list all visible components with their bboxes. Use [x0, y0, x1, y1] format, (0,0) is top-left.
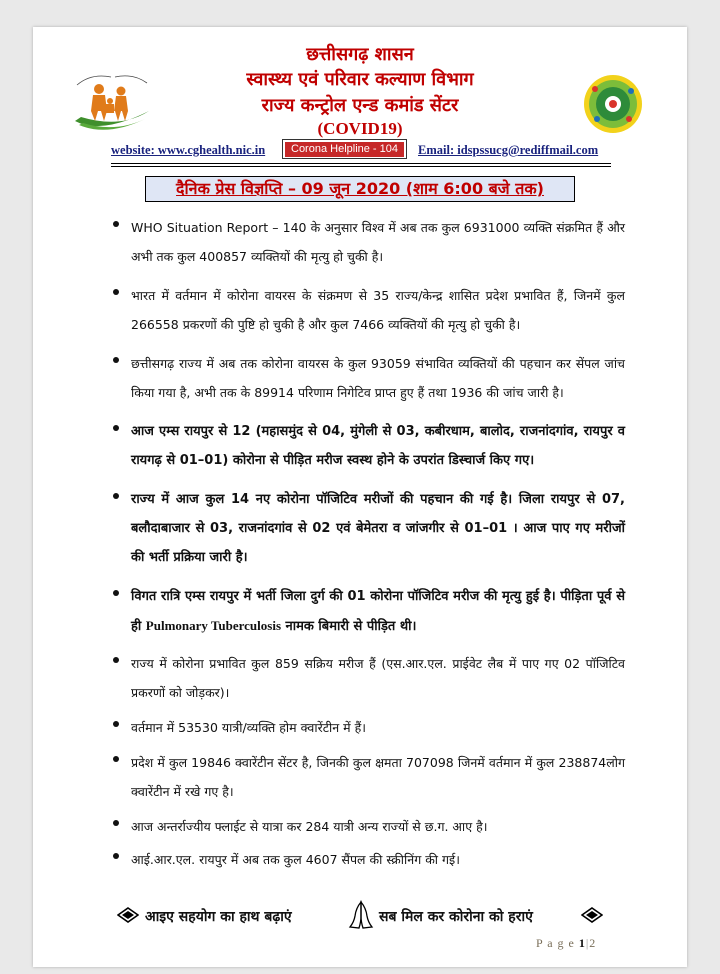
- document-page: [33, 27, 687, 967]
- bullet-icon: [113, 493, 119, 499]
- center-title: राज्य कन्ट्रोल एन्ड कमांड सेंटर: [261, 95, 459, 116]
- list-item: आज अन्तर्राज्यीय फ्लाईट से यात्रा कर 284 यात्री अन्य राज्यों से छ.ग. आए है।: [111, 812, 625, 841]
- bullet-icon: [113, 357, 119, 363]
- list-item: प्रदेश में कुल 19846 क्वारेंटीन सेंटर है, जिनकी कुल क्षमता 707098 जिनमें वर्तमान में कुल 238874लोग क्वारेंटीन में रखे गए है।: [111, 748, 625, 806]
- bulletin-list: [111, 213, 625, 874]
- list-item: छत्तीसगढ़ राज्य में अब तक कोरोना वायरस के कुल 93059 संभावित व्यक्तियों की पहचान कर सेंपल जांच किया गया है, अभी तक के 89914 परिणाम निगेटिव प्राप्त हुए हैं तथा 1936 की जांच जारी है।: [111, 349, 625, 407]
- department-title: स्वास्थ्य एवं परिवार कल्याण विभाग: [246, 69, 474, 90]
- item-text-part: नामक बिमारी से पीड़ित थी।: [281, 619, 417, 634]
- bullet-icon: [113, 221, 119, 227]
- list-item: WHO Situation Report – 140 के अनुसार विश्व में अब तक कुल 6931000 व्यक्ति संक्रमित हैं और अभी तक कुल 400857 व्यक्तियों की मृत्यु हो चुकी है।: [111, 213, 625, 271]
- bullet-icon: [113, 721, 119, 727]
- website-link[interactable]: website: www.cghealth.nic.in: [111, 143, 266, 157]
- list-item: राज्य में आज कुल 14 नए कोरोना पॉजिटिव मरीजों की पहचान की गई है। जिला रायपुर से 07, बलौदाबाजार से 03, राजनांदगांव से 02 एवं बेमेतरा व जांजगीर से 01–01 । आज पाए गए मरीजों की भर्ती प्रक्रिया जारी है।: [111, 485, 625, 572]
- page-label: P a g e: [536, 936, 575, 950]
- govt-title: छत्तीसगढ़ शासन: [306, 44, 414, 65]
- helpline-box: [282, 139, 407, 159]
- bullet-icon: [113, 820, 119, 826]
- header-divider: [111, 163, 611, 164]
- diamond-bullet-icon: [117, 907, 139, 923]
- header-divider-secondary: [111, 166, 611, 167]
- helpline-label: Corona Helpline - 104: [285, 142, 404, 157]
- bullet-icon: [113, 425, 119, 431]
- bullet-icon: [113, 289, 119, 295]
- current-page: 1: [578, 936, 586, 950]
- email-link[interactable]: Email: idspssucg@rediffmail.com: [418, 143, 599, 157]
- page-separator: |: [585, 936, 590, 950]
- total-pages: 2: [589, 936, 597, 950]
- bullet-icon: [113, 756, 119, 762]
- list-item: आई.आर.एल. रायपुर में अब तक कुल 4607 सैंपल की स्क्रीनिंग की गई।: [111, 845, 625, 874]
- slogan-left: आइए सहयोग का हाथ बढ़ाएं: [145, 909, 292, 925]
- slogan-right: सब मिल कर कोरोना को हराएं: [379, 909, 533, 925]
- list-item: वर्तमान में 53530 यात्री/व्यक्ति होम क्वारेंटीन में हैं।: [111, 713, 625, 742]
- bullet-icon: [113, 590, 119, 596]
- idsp-logo-icon: [581, 73, 645, 135]
- bullet-icon: [113, 657, 119, 663]
- list-item: भारत में वर्तमान में कोरोना वायरस के संक्रमण से 35 राज्य/केन्द्र शासित प्रदेश प्रभावित हैं, जिनमें कुल 266558 प्रकरणों की पुष्टि हो चुकी है और कुल 7466 व्यक्तियों की मृत्यु हो चुकी है।: [111, 281, 625, 339]
- contact-row: [111, 139, 611, 161]
- bullet-icon: [113, 853, 119, 859]
- footer-slogan: [117, 902, 603, 932]
- covid-title: (COVID19): [317, 119, 403, 138]
- list-item: [111, 582, 625, 641]
- press-release-title: दैनिक प्रेस विज्ञप्ति – 09 जून 2020 (शाम 6:00 बजे तक): [176, 179, 544, 198]
- list-item: आज एम्स रायपुर से 12 (महासमुंद से 04, मुंगेली से 03, कबीरधाम, बालोद, राजनांदगांव, रायपुर व रायगढ़ से 01–01) कोरोना से पीड़ित मरीज स्वस्थ होने के उपरांत डिस्चार्ज किए गए।: [111, 417, 625, 475]
- page-number: [536, 936, 596, 951]
- item-text-part: विगत रात्रि एम्स रायपुर में भर्ती जिला दुर्ग की 01 कोरोना पॉजिटिव मरीज की मृत्यु हुई है। पीड़िता पूर्व से ही: [131, 589, 625, 634]
- folded-hands-icon: [347, 900, 375, 930]
- press-release-banner: [145, 176, 575, 202]
- list-item: राज्य में कोरोना प्रभावित कुल 859 सक्रिय मरीज हैं (एस.आर.एल. प्राईवेट लैब में पाए गए 02 पॉजिटिव प्रकरणों को जोड़कर)।: [111, 649, 625, 707]
- diamond-bullet-icon: [581, 907, 603, 923]
- disease-name: Pulmonary Tuberculosis: [145, 618, 282, 633]
